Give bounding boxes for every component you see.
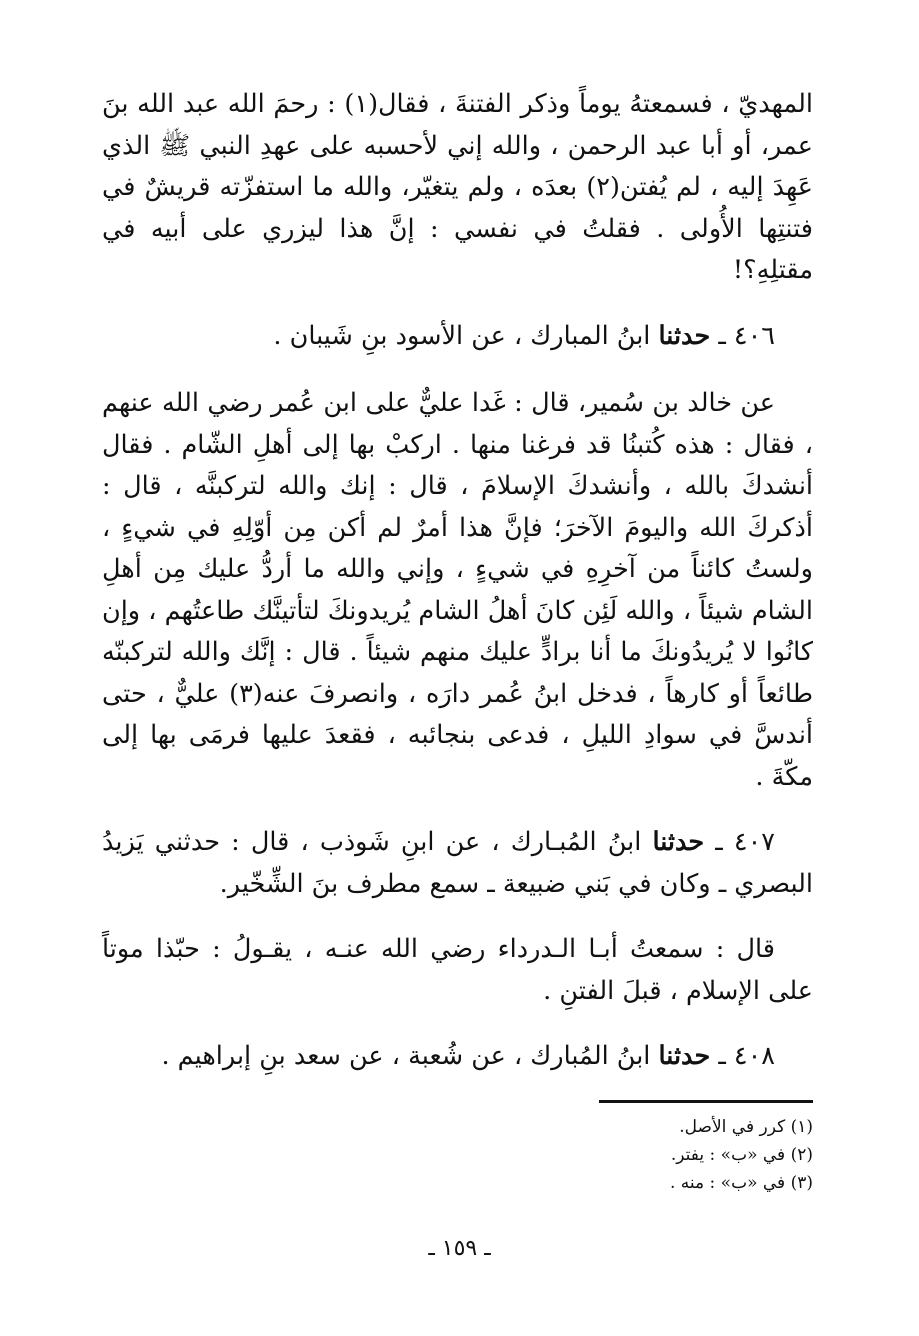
hadith-408 <box>102 1036 813 1078</box>
footnote-2: (٢) في «ب» : يفتر. <box>670 1145 813 1165</box>
footnote-divider <box>599 1100 813 1103</box>
hadith-chain: ابنُ المُبارك ، عن شُعبة ، عن سعد بنِ إبراهيم . <box>161 1041 651 1071</box>
hadith-406-text <box>102 383 813 798</box>
hadith-keyword: حدثنا <box>652 827 705 857</box>
footnote-3: (٣) في «ب» : منه . <box>669 1173 813 1193</box>
hadith-number: ٤٠٨ ـ <box>718 1041 775 1071</box>
hadith-407-text <box>102 929 813 1012</box>
hadith-keyword: حدثنا <box>658 1041 711 1071</box>
hadith-number: ٤٠٦ ـ <box>718 320 775 351</box>
hadith-406 <box>102 316 813 358</box>
footnotes <box>102 1100 813 1197</box>
hadith-number: ٤٠٧ ـ <box>715 827 775 857</box>
hadith-chain: ابنُ المبارك ، عن الأسود بنِ شَيبان . <box>273 320 651 351</box>
hadith-chain: ابنُ المُبـارك ، عن ابنِ شَوذب ، قال : حدثني يَزيدُ البصري ـ وكان في بَني ضبيعة ـ سمع مطرف بنَ الشِّخّير. <box>102 827 813 899</box>
page-number: ـ ١٥٩ ـ <box>428 1236 491 1261</box>
hadith-keyword: حدثنا <box>658 320 711 351</box>
paragraph-text: قال : سمعتُ أبـا الـدرداء رضي الله عنـه ، يقـولُ : حبّذا موتاً على الإسلام ، قبلَ الفتنِ . <box>102 934 813 1006</box>
hadith-407 <box>102 822 813 905</box>
paragraph-continuation <box>102 84 813 292</box>
paragraph-text: المهديّ ، فسمعتهُ يوماً وذكر الفتنةَ ، فقال(١) : رحمَ الله عبد الله بنَ عمر، أو أبا عبد الرحمن ، والله إني لأحسبه على عهدِ النبي ﷺ الذي عَهِدَ إليه ، لم يُفتن(٢) بعدَه ، ولم يتغيّر، والله ما استفزّته قريشٌ في فتنتِها الأُولى . فقلتُ في نفسي : إنَّ هذا ليزري على أبيه في مقتلِهِ؟! <box>102 89 813 285</box>
footnote-1: (١) كرر في الأصل. <box>679 1117 813 1137</box>
paragraph-text: عن خالد بن سُمير، قال : غَدا عليٌّ على ابن عُمر رضي الله عنهم ، فقال : هذه كُتبنُا قد فرغنا منها . اركبْ بها إلى أهلِ الشّام . فقال أنشدكَ بالله ، وأنشدكَ الإسلامَ ، قال : إنك والله لتركبنَّه ، قال : أذكركَ الله واليومَ الآخرَ؛ فإنَّ هذا أمرٌ لم أكن مِن أوّلِهِ في شيءٍ ، ولستُ كائناً من آخرِهِ في شيءٍ ، وإني والله ما أردُّ عليك مِن أهلِ الشام شيئاً ، والله لَئِن كانَ أهلُ الشام يُريدونكَ لتأتينَّك طاعتُهم ، وإن كانُوا لا يُريدُونكَ ما أنا برادٍّ عليك منهم شيئاً . قال : إنَّك والله لتركبنّه طائعاً أو كارهاً ، فدخل ابنُ عُمر دارَه ، وانصرفَ عنه(٣) عليٌّ ، حتى أندسَّ في سوادِ الليلِ ، فدعى بنجائبه ، فقعدَ عليها فرمَى بها إلى مكّةَ . <box>102 388 813 792</box>
